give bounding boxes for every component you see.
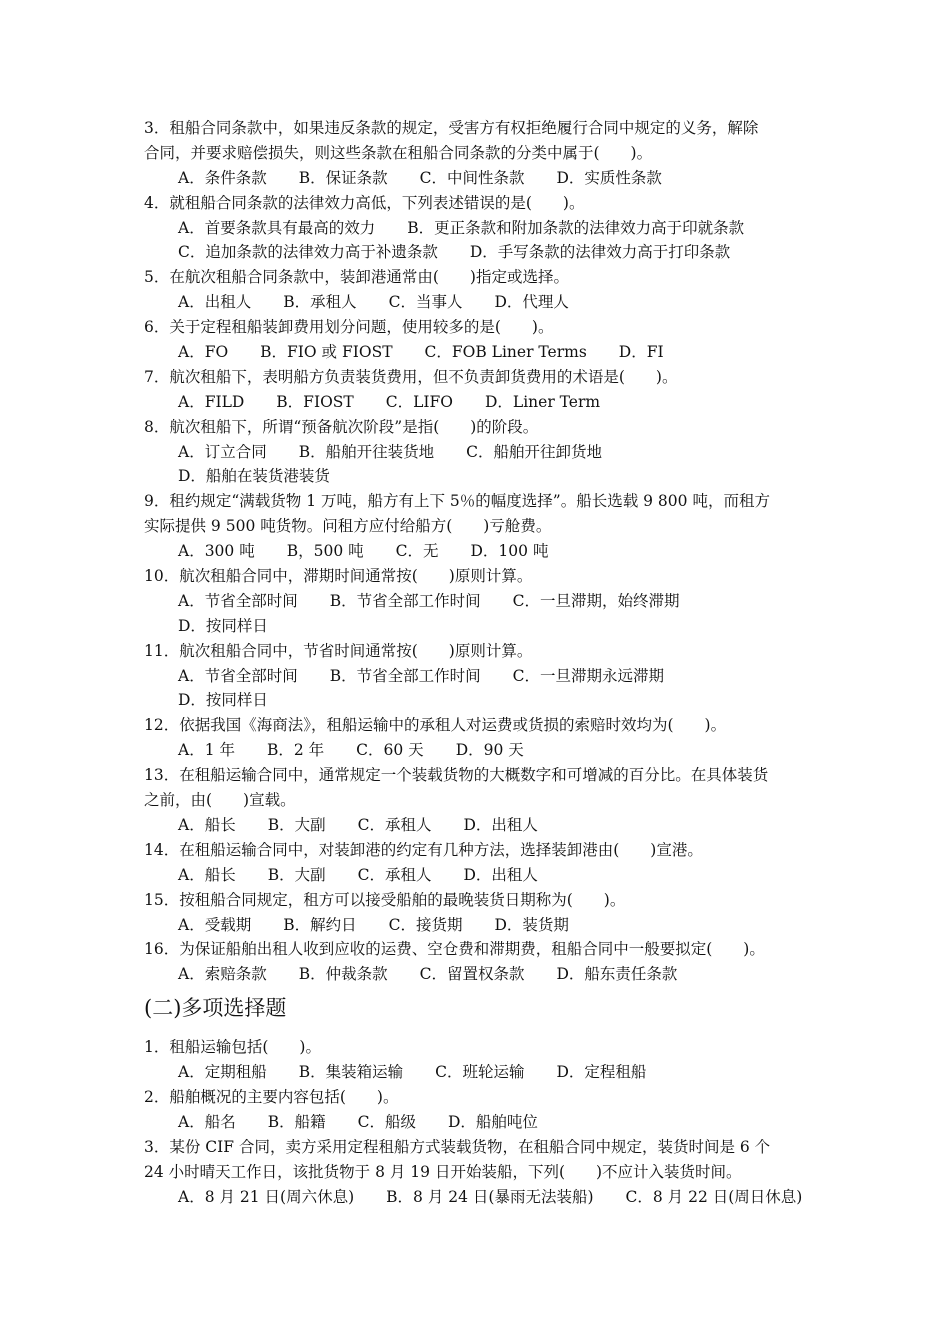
option-row	[144, 390, 814, 415]
answer-option: C．追加条款的法律效力高于补遗条款	[178, 243, 438, 262]
option-row	[144, 464, 814, 489]
question-item	[144, 763, 814, 838]
answer-option: B．保证条款	[298, 168, 388, 187]
question-item	[144, 265, 814, 315]
answer-option: C．留置权条款	[419, 965, 525, 984]
question-item	[144, 564, 814, 639]
answer-option: D．定程租船	[556, 1063, 647, 1082]
option-row	[144, 1185, 814, 1210]
answer-option: C．一旦滞期永远滞期	[512, 666, 664, 685]
answer-option: D．90 天	[455, 741, 524, 760]
answer-option: D．按同样日	[178, 691, 268, 710]
question-stem: 8．航次租船下，所谓“预备航次阶段”是指( )的阶段。	[144, 417, 539, 436]
answer-option: C．中间性条款	[419, 168, 525, 187]
question-item	[144, 1135, 814, 1210]
answer-option: B．2 年	[266, 741, 325, 760]
answer-option: C．承租人	[357, 815, 432, 834]
answer-option: A．船长	[178, 865, 236, 884]
answer-option: A．1 年	[178, 741, 235, 760]
answer-option: D．100 吨	[470, 542, 549, 561]
answer-option: A．FO	[178, 343, 229, 362]
question-item	[144, 1035, 814, 1085]
question-item	[144, 838, 814, 888]
answer-option: C．一旦滞期，始终滞期	[512, 591, 680, 610]
answer-option: C．8 月 22 日(周日休息)	[625, 1187, 803, 1206]
option-row	[144, 1110, 814, 1135]
answer-option: D．出租人	[463, 865, 538, 884]
question-item	[144, 713, 814, 763]
answer-option: B．节省全部工作时间	[329, 591, 481, 610]
answer-option: B．船舶开往装货地	[298, 442, 435, 461]
question-stem: 3．某份 CIF 合同，卖方采用定程租船方式装载货物，在租船合同中规定，装货时间是 6 个	[144, 1137, 771, 1156]
question-stem: 12．依据我国《海商法》，租船运输中的承租人对运费或货损的索赔时效均为( )。	[144, 716, 727, 735]
option-row	[144, 738, 814, 763]
option-row	[144, 863, 814, 888]
answer-option: C．班轮运输	[435, 1063, 525, 1082]
answer-option: C．船舶开往卸货地	[466, 442, 602, 461]
answer-option: A．300 吨	[178, 542, 255, 561]
answer-option: B．集装箱运输	[298, 1063, 404, 1082]
question-item	[144, 315, 814, 365]
answer-option: A．受载期	[178, 915, 252, 934]
answer-option: D．实质性条款	[556, 168, 662, 187]
option-row	[144, 216, 814, 241]
option-row	[144, 290, 814, 315]
answer-option: D．FI	[618, 343, 664, 362]
answer-option: D．装货期	[494, 915, 569, 934]
question-item	[144, 415, 814, 490]
answer-option: A．节省全部时间	[178, 591, 298, 610]
question-stem: 16．为保证船舶出租人收到应收的运费、空仓费和滞期费，租船合同中一般要拟定( )。	[144, 940, 765, 959]
answer-option: D．手写条款的法律效力高于打印条款	[469, 243, 731, 262]
answer-option: C．当事人	[388, 293, 463, 312]
question-stem: 6．关于定程租船装卸费用划分问题，使用较多的是( )。	[144, 318, 554, 337]
answer-option: B．仲裁条款	[298, 965, 388, 984]
question-item	[144, 1085, 814, 1135]
multi-choice-questions	[144, 1035, 814, 1209]
question-item	[144, 365, 814, 415]
question-stem: 合同，并要求赔偿损失，则这些条款在租船合同条款的分类中属于( )。	[144, 143, 653, 162]
answer-option: B．8 月 24 日(暴雨无法装船)	[386, 1187, 594, 1206]
answer-option: D．船舶在装货港装货	[178, 467, 330, 486]
answer-option: B．解约日	[283, 915, 357, 934]
question-item	[144, 639, 814, 714]
answer-option: A．索赔条款	[178, 965, 267, 984]
answer-option: B，500 吨	[286, 542, 364, 561]
answer-option: B．承租人	[283, 293, 357, 312]
question-stem: 11．航次租船合同中，节省时间通常按( )原则计算。	[144, 641, 533, 660]
answer-option: C．LIFO	[385, 392, 453, 411]
answer-option: A．订立合同	[178, 442, 267, 461]
answer-option: D．出租人	[463, 815, 538, 834]
question-item	[144, 191, 814, 266]
answer-option: C．船级	[357, 1112, 416, 1131]
question-stem: 13．在租船运输合同中，通常规定一个装载货物的大概数字和可增减的百分比。在具体装货	[144, 766, 769, 785]
answer-option: C．无	[395, 542, 439, 561]
option-row	[144, 539, 814, 564]
answer-option: D．船东责任条款	[556, 965, 678, 984]
exam-page	[144, 116, 814, 1209]
answer-option: A．船名	[178, 1112, 236, 1131]
answer-option: A．FILD	[178, 392, 245, 411]
question-stem: 4．就租船合同条款的法律效力高低，下列表述错误的是( )。	[144, 193, 585, 212]
option-row	[144, 664, 814, 689]
question-stem: 3．租船合同条款中，如果违反条款的规定，受害方有权拒绝履行合同中规定的义务，解除	[144, 119, 759, 137]
question-stem: 10．航次租船合同中，滞期时间通常按( )原则计算。	[144, 567, 533, 586]
question-stem: 24 小时晴天工作日，该批货物于 8 月 19 日开始装船，下列( )不应计入装货时间。	[144, 1162, 742, 1181]
answer-option: B．节省全部工作时间	[329, 666, 481, 685]
question-item	[144, 116, 814, 191]
answer-option: B．更正条款和附加条款的法律效力高于印就条款	[407, 218, 745, 237]
option-row	[144, 240, 814, 265]
option-row	[144, 913, 814, 938]
question-stem: 14．在租船运输合同中，对装卸港的约定有几种方法，选择装卸港由( )宣港。	[144, 840, 703, 859]
answer-option: C．接货期	[388, 915, 463, 934]
option-row	[144, 688, 814, 713]
answer-option: C．60 天	[356, 741, 424, 760]
single-choice-questions	[144, 116, 814, 987]
question-stem: 9．租约规定“满载货物 1 万吨，船方有上下 5％的幅度选择”。船长选载 9 800 吨，而租方	[144, 492, 770, 511]
question-stem: 1．租船运输包括( )。	[144, 1038, 321, 1057]
answer-option: A．出租人	[178, 293, 252, 312]
option-row	[144, 166, 814, 191]
option-row	[144, 962, 814, 987]
option-row	[144, 440, 814, 465]
answer-option: B．船籍	[267, 1112, 326, 1131]
answer-option: C．FOB Liner Terms	[424, 343, 587, 362]
option-row	[144, 340, 814, 365]
option-row	[144, 589, 814, 614]
section-title: (二)多项选择题	[144, 996, 287, 1021]
question-stem: 15．按租船合同规定，租方可以接受船舶的最晚装货日期称为( )。	[144, 890, 626, 909]
answer-option: B．大副	[267, 865, 326, 884]
question-stem: 2．船舶概况的主要内容包括( )。	[144, 1087, 399, 1106]
answer-option: D．Liner Term	[484, 392, 601, 411]
question-stem: 实际提供 9 500 吨货物。问租方应付给船方( )亏舱费。	[144, 517, 552, 536]
answer-option: B．FIOST	[276, 392, 354, 411]
answer-option: A．定期租船	[178, 1063, 267, 1082]
question-item	[144, 888, 814, 938]
option-row	[144, 813, 814, 838]
answer-option: A．首要条款具有最高的效力	[178, 218, 376, 237]
option-row	[144, 614, 814, 639]
question-stem: 5．在航次租船合同条款中，装卸港通常由( )指定或选择。	[144, 268, 569, 287]
answer-option: D．代理人	[494, 293, 569, 312]
option-row	[144, 1060, 814, 1085]
answer-option: B．大副	[267, 815, 326, 834]
answer-option: D．按同样日	[178, 616, 268, 635]
question-stem: 7．航次租船下，表明船方负责装货费用，但不负责卸货费用的术语是( )。	[144, 367, 678, 386]
answer-option: A．条件条款	[178, 168, 267, 187]
answer-option: C．承租人	[357, 865, 432, 884]
question-item	[144, 937, 814, 987]
answer-option: D．船舶吨位	[447, 1112, 538, 1131]
question-stem: 之前，由( )宣载。	[144, 791, 296, 810]
question-item	[144, 489, 814, 564]
answer-option: A．节省全部时间	[178, 666, 298, 685]
answer-option: A．船长	[178, 815, 236, 834]
answer-option: B．FIO 或 FIOST	[260, 343, 393, 362]
answer-option: A．8 月 21 日(周六休息)	[178, 1187, 355, 1206]
